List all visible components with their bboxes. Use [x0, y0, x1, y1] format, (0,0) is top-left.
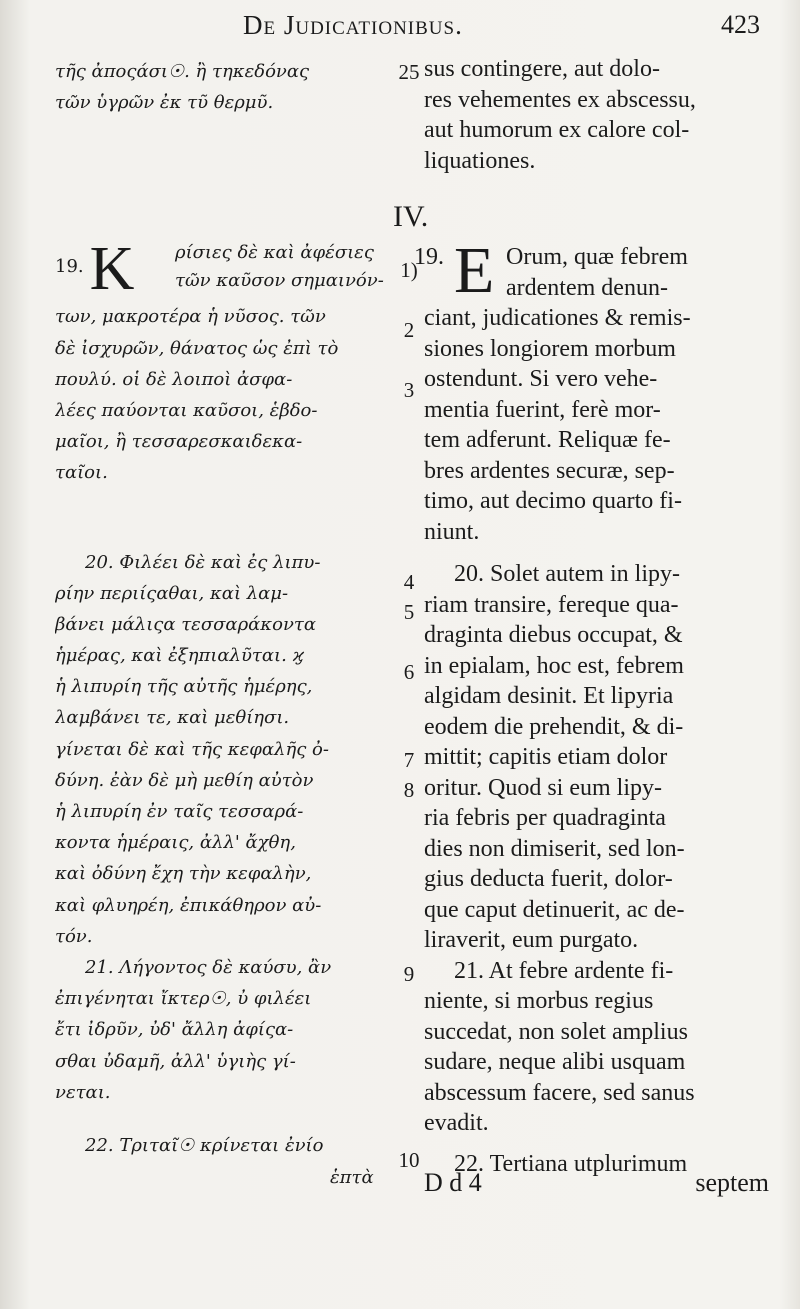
margin-line-number: 9: [403, 962, 415, 986]
margin-line-number: 4: [403, 570, 415, 594]
text-line: τῶν ὑγρῶν ἐκ τῦ θερμῦ.: [55, 92, 274, 114]
text-line: oritur. Quod si eum lipy-: [424, 774, 662, 801]
text-line: abscessum facere, sed sanus: [424, 1079, 695, 1106]
text-line: aut humorum ex calore col-: [424, 117, 690, 143]
text-line: niente, si morbus regius: [424, 988, 654, 1014]
running-header: [0, 6, 800, 40]
text-line: mentia fuerint, ferè mor-: [424, 396, 661, 423]
text-line: timo, aut decimo quarto fi-: [424, 488, 682, 514]
greek-column: [55, 56, 395, 1161]
text-line: καὶ φλυηρέη, ἐπικάθηρον αὐ-: [55, 894, 322, 916]
text-line: ardentem denun-: [506, 274, 668, 301]
text-line: πουλύ. οἱ δὲ λοιποὶ ἀσφα-: [55, 368, 293, 390]
text-line: algidam desinit. Et lipyria: [424, 683, 674, 709]
text-line: ρίσιες δὲ καὶ ἀφέσιες: [175, 242, 374, 264]
paragraph-number: 19.: [414, 244, 444, 270]
paragraph-number: 19.: [55, 256, 84, 278]
text-line: liquationes.: [424, 147, 536, 174]
text-line: 20. Φιλέει δὲ καὶ ἐς λιπυ-: [85, 551, 321, 573]
text-line: ταῖοι.: [55, 462, 108, 484]
text-line: ria febris per quadraginta: [424, 805, 666, 831]
text-line: draginta diebus occupat, &: [424, 622, 683, 648]
margin-line-number: 10: [398, 1148, 420, 1172]
text-line: νεται.: [55, 1081, 111, 1103]
latin-paragraph-22: 22. Tertiana utplurimum: [454, 1150, 688, 1177]
greek-paragraph-21: [55, 952, 395, 1108]
text-line: 20. Solet autem in lipy-: [454, 561, 680, 587]
text-line: niunt.: [424, 518, 480, 545]
margin-line-number: 6: [403, 660, 415, 684]
text-line: evadit.: [424, 1110, 489, 1136]
margin-line-number: 8: [403, 778, 415, 802]
text-line: in epialam, hoc est, febrem: [424, 652, 684, 679]
greek-top-paragraph: [55, 56, 395, 118]
text-line: ciant, judicationes & remis-: [424, 305, 691, 331]
text-line: gius deducta fuerit, dolor-: [424, 866, 673, 892]
page-footer: [424, 1168, 769, 1202]
text-line: ἡμέρας, καὶ ἐξηπιαλῦται. ϗ: [55, 645, 304, 667]
text-line: ἔτι ἰδρῦν, ὐδ' ἄλλη ἀφίςα-: [55, 1019, 294, 1041]
text-line: δὲ ἰσχυρῶν, θάνατος ὡς ἐπὶ τὸ: [55, 337, 339, 359]
text-line: ἡ λιπυρίη ἐν ταῖς τεσσαρά-: [55, 801, 304, 822]
text-line: κοντα ἡμέραις, ἀλλ' ἄχθη,: [55, 832, 296, 854]
text-line: τόν.: [55, 925, 93, 947]
text-line: μαῖοι, ἢ τεσσαρεσκαιδεκα-: [55, 431, 303, 453]
text-line: sudare, neque alibi usquam: [424, 1049, 686, 1075]
text-line: των, μακροτέρα ἡ νῦσος. τῶν: [55, 306, 326, 328]
text-line: tem adferunt. Reliquæ fe-: [424, 427, 671, 453]
text-line: eodem die prehendit, & di-: [424, 713, 684, 740]
running-title: De Judicationibus.: [243, 10, 463, 40]
text-line: βάνει μάλιςα τεσσαράκοντα: [55, 613, 316, 635]
drop-cap: K: [89, 239, 135, 302]
latin-top-paragraph: [424, 54, 769, 176]
text-line: 21. At febre ardente fi-: [454, 957, 674, 984]
text-line: ἡ λιπυρίη τῆς αὐτῆς ἡμέρης,: [55, 676, 313, 698]
text-line: τῆς ἀποςάσι☉. ἢ τηκεδόνας: [55, 61, 310, 82]
signature-mark: D d 4: [424, 1168, 482, 1197]
text-line: ρίην περιίςαθαι, καὶ λαμ-: [55, 582, 289, 604]
latin-paragraph-20: [424, 559, 769, 956]
text-line: riam transire, fereque qua-: [424, 591, 679, 618]
greek-catchword: ἑπτὰ: [330, 1167, 374, 1188]
margin-line-number: 7: [403, 748, 415, 772]
margin-line-number: 5: [403, 600, 415, 624]
text-line: λαμβάνει τε, καὶ μεθίησι.: [55, 707, 290, 729]
text-line: καὶ ὀδύνη ἔχη τὴν κεφαλὴν,: [55, 863, 312, 885]
section-numeral: IV.: [393, 200, 429, 233]
text-line: ostendunt. Si vero vehe-: [424, 366, 658, 392]
latin-column: [414, 54, 769, 1179]
latin-paragraph-21: [424, 956, 769, 1139]
text-line: 21. Λήγοντος δὲ καύσυ, ἂν: [85, 956, 332, 978]
text-line: mittit; capitis etiam dolor: [424, 744, 668, 770]
text-line: τῶν καῦσον σημαινόν-: [175, 270, 384, 292]
text-line: γίνεται δὲ καὶ τῆς κεφαλῆς ὀ-: [55, 738, 329, 760]
text-line: sus contingere, aut dolo-: [424, 56, 660, 82]
text-line: λέες παύονται καῦσοι, ἑβδο-: [55, 399, 318, 421]
text-line: dies non dimiserit, sed lon-: [424, 835, 685, 862]
text-line: bres ardentes securæ, sep-: [424, 457, 675, 484]
text-line: succedat, non solet amplius: [424, 1018, 688, 1045]
greek-paragraph-20: [55, 547, 395, 952]
margin-line-number: 25: [398, 60, 420, 84]
margin-line-number: 3: [403, 378, 415, 402]
text-line: siones longiorem morbum: [424, 335, 676, 362]
text-line: ἐπιγένηται ἴκτερ☉, ὐ φιλέει: [55, 988, 312, 1010]
text-line: σθαι ὐδαμῆ, ἀλλ' ὑγιὴς γί-: [55, 1050, 296, 1072]
greek-paragraph-19: [55, 239, 395, 488]
latin-catchword: septem: [695, 1168, 769, 1197]
margin-line-number: 1): [400, 258, 418, 282]
drop-cap: E: [454, 234, 495, 307]
latin-paragraph-19: [414, 234, 769, 547]
text-line: Orum, quæ febrem: [506, 244, 688, 270]
page-number: 423: [721, 10, 760, 39]
greek-paragraph-22: 22. Τριταῖ☉ κρίνεται ἐνίο: [85, 1134, 324, 1156]
text-line: res vehementes ex abscessu,: [424, 86, 696, 113]
text-line: liraverit, eum purgato.: [424, 927, 639, 953]
margin-line-number: 2: [403, 318, 415, 342]
text-line: δύνη. ἐὰν δὲ μὴ μεθίη αὐτὸν: [55, 769, 314, 791]
text-line: que caput detinuerit, ac de-: [424, 896, 685, 923]
